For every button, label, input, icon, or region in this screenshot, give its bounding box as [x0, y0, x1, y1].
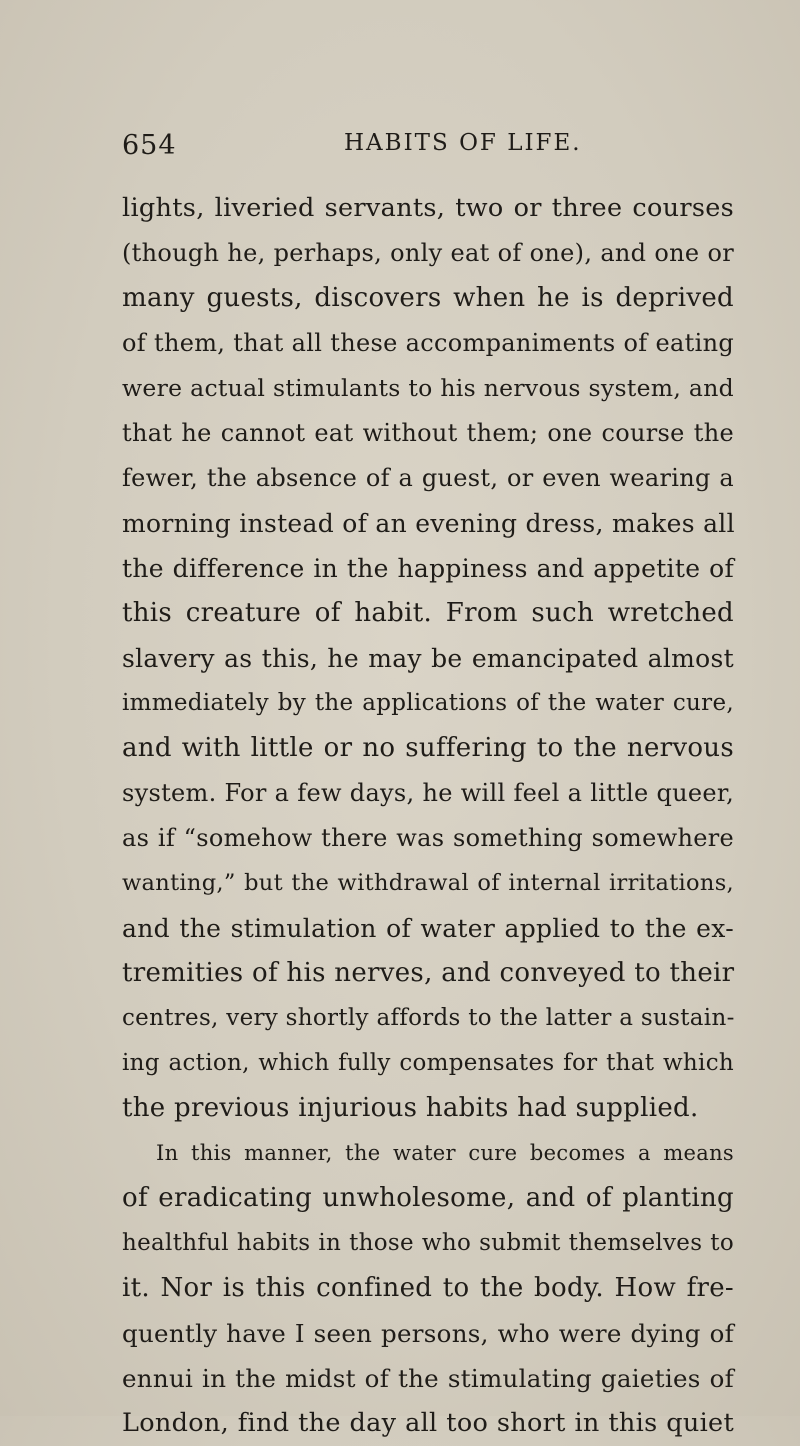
text-line: centres, very shortly affords to the latter a sustain- — [122, 1005, 735, 1031]
text-line: the difference in the happiness and appetite of — [122, 554, 734, 583]
text-line: as if “somehow there was something somewhere — [122, 824, 734, 852]
text-line: lights, liveried servants, two or three courses — [122, 193, 734, 223]
text-line: the previous injurious habits had supplied. — [122, 1093, 699, 1123]
text-line: slavery as this, he may be emancipated almost — [122, 644, 734, 673]
text-line: healthful habits in those who submit themselves to — [122, 1230, 734, 1256]
text-line: morning instead of an evening dress, makes all — [122, 509, 735, 538]
text-line: fewer, the absence of a guest, or even wearing a — [122, 464, 734, 492]
text-line: (though he, perhaps, only eat of one), and one or — [122, 239, 734, 267]
text-line: it. Nor is this confined to the body. How fre- — [122, 1273, 734, 1303]
text-line: of them, that all these accompaniments of eating — [122, 329, 734, 357]
body-text — [122, 186, 734, 1446]
page-number: 654 — [122, 130, 177, 161]
text-line: immediately by the applications of the water cure, — [122, 690, 734, 716]
text-line: wanting,” but the withdrawal of internal irritations, — [122, 870, 734, 896]
text-line: tremities of his nerves, and conveyed to their — [122, 958, 735, 988]
text-line: were actual stimulants to his nervous system, and — [122, 374, 734, 402]
text-line: that he cannot eat without them; one course the — [122, 419, 734, 447]
paragraph-first-line: In this manner, the water cure becomes a means — [156, 1141, 734, 1165]
running-head — [122, 130, 732, 170]
text-line: of eradicating unwholesome, and of planting — [122, 1183, 734, 1213]
text-line: and the stimulation of water applied to the ex- — [122, 914, 734, 943]
text-line: this creature of habit. From such wretched — [122, 598, 734, 628]
text-line: ing action, which fully compensates for that which — [122, 1050, 734, 1076]
running-title: HABITS OF LIFE. — [344, 130, 582, 156]
text-line: London, find the day all too short in this quiet — [122, 1408, 734, 1438]
text-line: many guests, discovers when he is deprived — [122, 283, 734, 313]
text-line: quently have I seen persons, who were dying of — [122, 1319, 734, 1348]
text-line: ennui in the midst of the stimulating gaieties of — [122, 1364, 734, 1393]
text-line: system. For a few days, he will feel a little queer, — [122, 779, 734, 807]
text-line: and with little or no suffering to the nervous — [122, 733, 734, 763]
